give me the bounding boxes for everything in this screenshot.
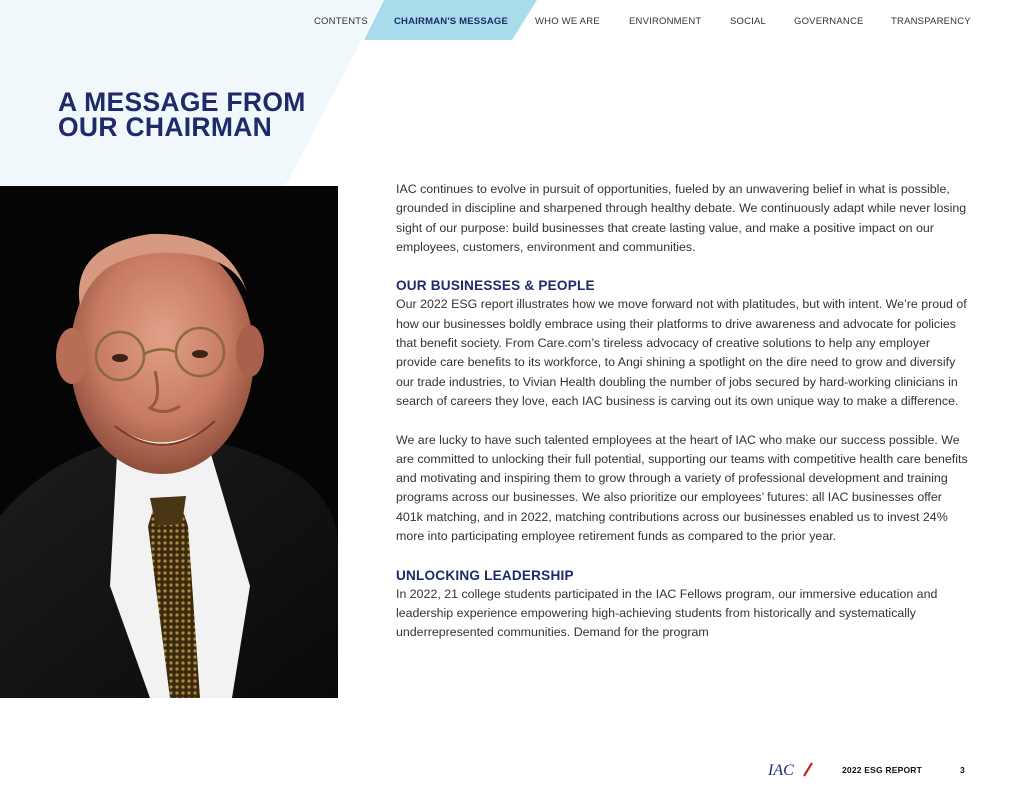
nav-who-we-are[interactable]: WHO WE ARE [535, 16, 600, 27]
nav-environment[interactable]: ENVIRONMENT [629, 16, 702, 27]
nav-social[interactable]: SOCIAL [730, 16, 767, 27]
nav-transparency[interactable]: TRANSPARENCY [891, 16, 971, 27]
title-line-1: A MESSAGE FROM [58, 87, 306, 117]
page-number: 3 [960, 765, 965, 775]
businesses-paragraph-2: We are lucky to have such talented employees at the heart of IAC who make our success possible. We are committed to unlocking their full potential, supporting our teams with competitive health care benefits and motivating and inspiring them to grow through a variety of professional development and training programs across our businesses. We also prioritize our employees’ futures: all IAC businesses offer 401k matching, and in 2022, matching contributions across our businesses enabled us to invest 24% more into participating employee retirement funds as compared to the prior year. [396, 432, 968, 544]
footer [0, 760, 1024, 782]
businesses-paragraph-1: Our 2022 ESG report illustrates how we move forward not with platitudes, but with intent. We’re proud of how our businesses boldly embrace using their platforms to drive awareness and advocate for policies that benefit society. From Care.com’s tireless advocacy of creative solutions to help any employer provide care benefits to its workforce, to Angi shining a spotlight on the dire need to grow and diversify our trade industries, to Vivian Health doubling the number of jobs secured by hard-working clinicians in search of careers they love, each IAC business is carving out its own unique way to make a difference. [396, 297, 967, 408]
section-heading-businesses: OUR BUSINESSES & PEOPLE [396, 278, 595, 294]
nav-chairmans-message[interactable]: CHAIRMAN'S MESSAGE [394, 16, 509, 27]
section-heading-leadership: UNLOCKING LEADERSHIP [396, 567, 574, 583]
top-navigation [0, 0, 1024, 40]
message-body [396, 180, 971, 643]
chairman-portrait [0, 186, 338, 698]
page-title [58, 87, 306, 142]
iac-logo-text: IAC [768, 762, 794, 779]
leadership-paragraph-1: In 2022, 21 college students participated in the IAC Fellows program, our immersive education and leadership experience empowering high-achieving students from historically and systematically underrepresented communities. Demand for the program [396, 586, 938, 640]
intro-paragraph: IAC continues to evolve in pursuit of opportunities, fueled by an unwavering belief in what is possible, grounded in discipline and sharpened through healthy debate. We continuously adapt while never losing sight of our purpose: build businesses that create lasting value, and make a positive impact on our employees, customers, environment and communities. [396, 182, 967, 254]
iac-logo [766, 760, 814, 780]
nav-contents[interactable]: CONTENTS [314, 16, 368, 27]
title-line-2: OUR CHAIRMAN [58, 112, 273, 142]
report-label: 2022 ESG REPORT [842, 765, 923, 775]
nav-governance[interactable]: GOVERNANCE [794, 16, 864, 27]
